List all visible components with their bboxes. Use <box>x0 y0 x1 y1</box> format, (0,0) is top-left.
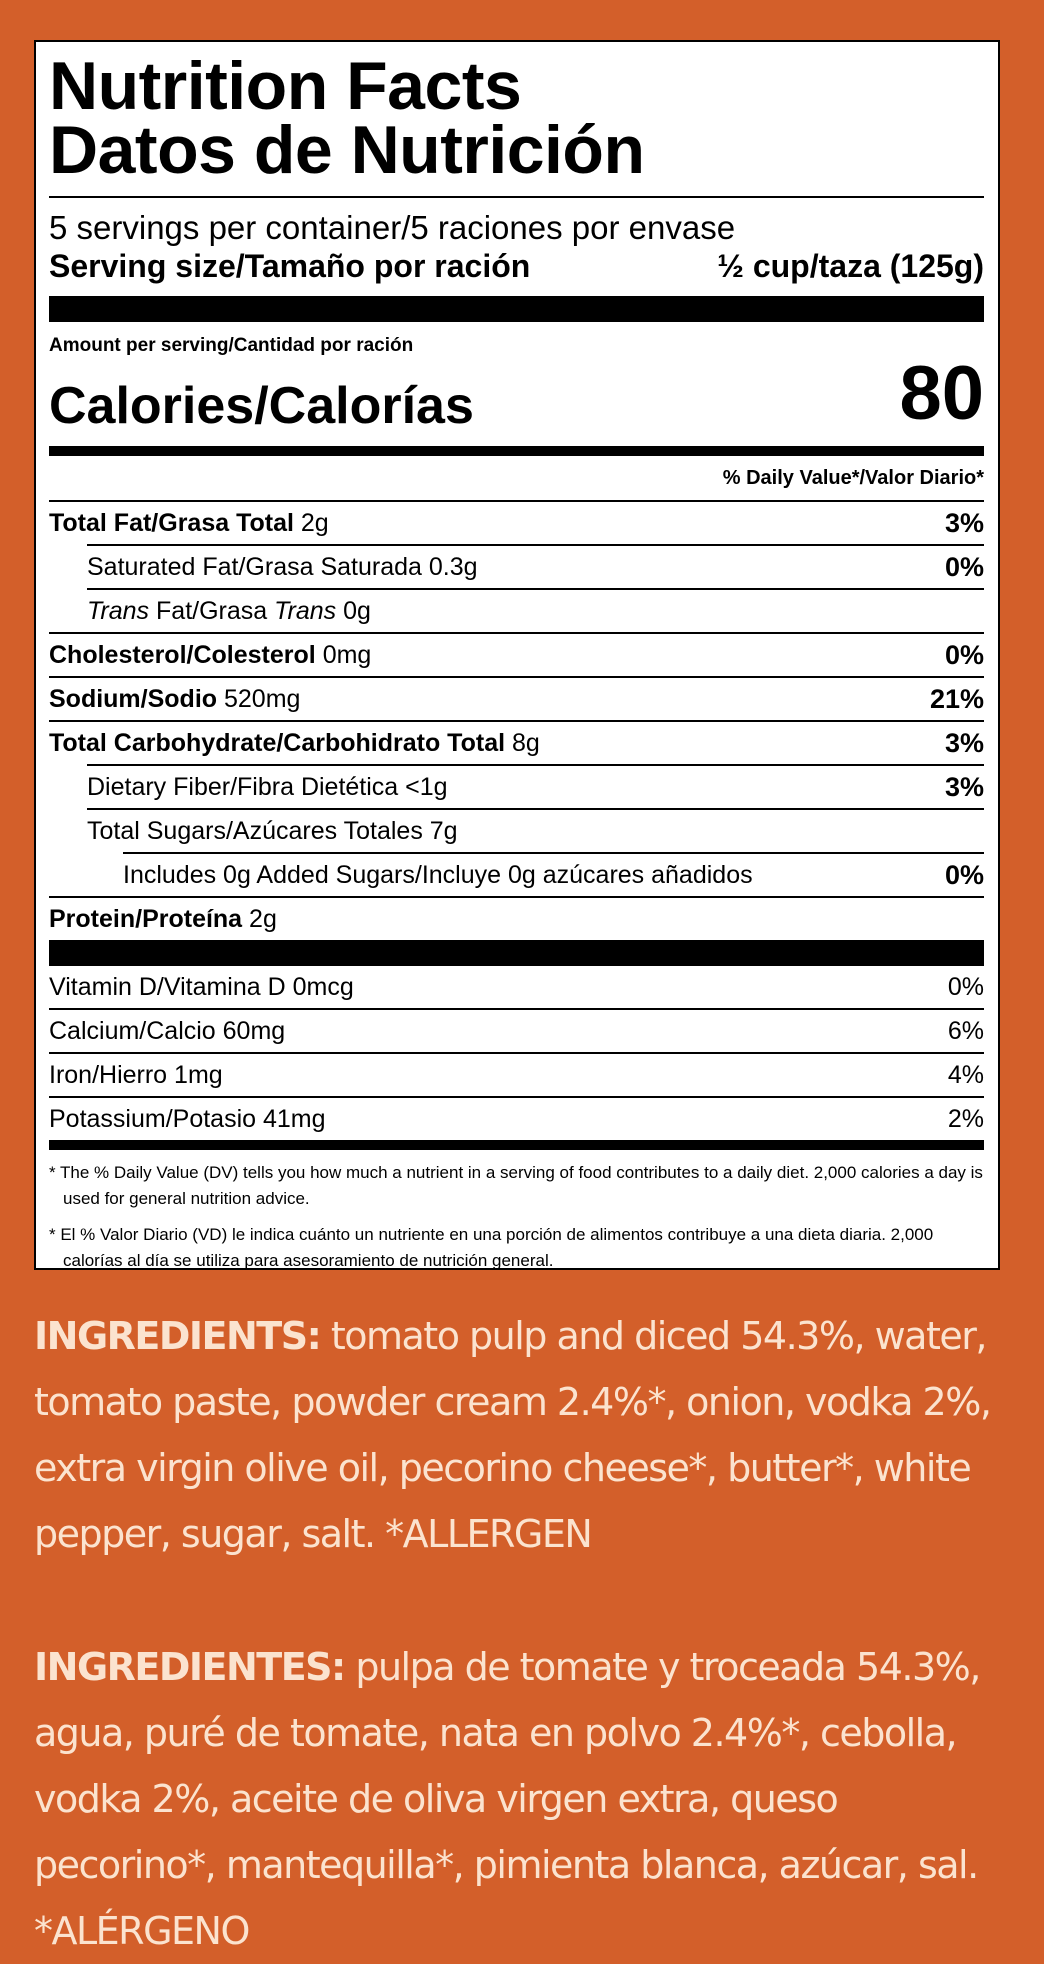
calories-row <box>49 351 984 436</box>
nutrient-dv: 0% <box>944 639 984 670</box>
nutrient-name: Total Sugars/Azúcares Totales <box>87 816 423 845</box>
ingredients-text: tomato pulp and diced 54.3%, water, tomato paste, powder cream 2.4%*, onion, vodka 2%, extra virgin olive oil, pecorino cheese*, butter*, white pepper, sugar, salt. *ALLERGEN <box>34 1314 991 1556</box>
vitamin-dv: 6% <box>947 1016 984 1045</box>
nutrient-dv: 21% <box>929 683 984 714</box>
medium-divider <box>49 1140 984 1150</box>
footnote-spanish: * El % Valor Diario (VD) le indica cuánto un nutriente en una porción de alimentos contribuye a una dieta diaria. 2,000 calorías al día se utiliza para asesoramiento de nutrición general. <box>49 1225 934 1270</box>
nutrient-dv: 0% <box>944 859 984 890</box>
vitamin-name: Calcium/Calcio 60mg <box>49 1016 286 1045</box>
nutrient-amount: 7g <box>429 816 458 845</box>
nutrient-dv: 3% <box>944 507 984 538</box>
nutrient-amount: 520mg <box>224 684 301 713</box>
medium-divider <box>49 446 984 456</box>
nutrient-row-dietary-fiber <box>87 764 984 808</box>
nutrient-amount: <1g <box>405 772 448 801</box>
vitamin-name: Vitamin D/Vitamina D 0mcg <box>49 972 354 1001</box>
ingredients-heading: INGREDIENTS: <box>34 1314 321 1358</box>
nutrient-amount: 0g <box>343 596 371 625</box>
daily-value-header: % Daily Value*/Valor Diario* <box>722 467 984 489</box>
vitamin-row-iron <box>49 1052 984 1096</box>
nutrient-row-total-carbohydrate <box>49 720 984 764</box>
nutrition-facts-panel <box>34 40 1000 1270</box>
nutrient-row-trans-fat <box>87 588 984 632</box>
nutrient-name: Includes 0g Added Sugars/Incluye 0g azúcares añadidos <box>123 860 753 889</box>
nutrient-name: Total Carbohydrate/Carbohidrato Total <box>49 728 506 757</box>
nutrient-name: Fat/Grasa <box>156 596 268 625</box>
nutrient-row-protein <box>49 896 984 940</box>
nutrient-name-italic: Trans <box>274 596 337 625</box>
serving-size-label: Serving size/Tamaño por ración <box>49 248 531 284</box>
ingredients-spanish <box>34 1634 1000 1964</box>
vitamin-row-calcium <box>49 1008 984 1052</box>
footnote-english: * The % Daily Value (DV) tells you how much a nutrient in a serving of food contributes to a daily diet. 2,000 calories a day is used for general nutrition advice. <box>49 1163 983 1208</box>
ingredients-text: pulpa de tomate y troceada 54.3%, agua, puré de tomate, nata en polvo 2.4%*, cebolla, vodka 2%, aceite de oliva virgen extra, queso pecorino*, mantequilla*, pimienta blanca, azúcar, sal. *ALÉRGENO <box>34 1645 980 1953</box>
nutrient-amount: 0.3g <box>428 552 478 581</box>
nutrient-dv: 0% <box>944 551 984 582</box>
vitamin-name: Iron/Hierro 1mg <box>49 1060 223 1089</box>
nutrient-name: Protein/Proteína <box>49 904 243 933</box>
nutrient-name-italic: Trans <box>87 596 150 625</box>
serving-size-value: ½ cup/taza (125g) <box>717 248 984 284</box>
nutrient-amount: 2g <box>249 904 277 933</box>
serving-size-row <box>49 248 984 284</box>
ingredients-english <box>34 1303 1000 1567</box>
vitamin-dv: 4% <box>947 1060 984 1089</box>
vitamin-name: Potassium/Potasio 41mg <box>49 1104 326 1133</box>
nutrient-row-total-fat <box>49 500 984 544</box>
nutrient-row-saturated-fat <box>87 544 984 588</box>
nutrition-title-en: Nutrition Facts <box>49 48 522 124</box>
nutrient-name: Total Fat/Grasa Total <box>49 508 294 537</box>
amount-per-serving: Amount per serving/Cantidad por ración <box>49 335 414 356</box>
vitamin-row-vitamin-d <box>49 966 984 1008</box>
nutrient-name: Cholesterol/Colesterol <box>49 640 316 669</box>
calories-value: 80 <box>899 351 984 436</box>
nutrient-amount: 2g <box>300 508 329 537</box>
nutrient-amount: 8g <box>512 728 540 757</box>
vitamin-dv: 2% <box>947 1104 984 1133</box>
nutrient-dv: 3% <box>944 771 984 802</box>
nutrient-dv: 3% <box>944 727 984 758</box>
servings-per-container: 5 servings per container/5 raciones por envase <box>49 209 736 246</box>
thick-divider <box>49 940 984 966</box>
vitamin-row-potassium <box>49 1096 984 1140</box>
nutrient-name: Dietary Fiber/Fibra Dietética <box>87 772 399 801</box>
nutrient-row-added-sugars <box>123 852 984 896</box>
nutrient-row-sodium <box>49 676 984 720</box>
calories-label: Calories/Calorías <box>49 377 474 435</box>
thick-divider <box>49 296 984 322</box>
nutrient-name: Saturated Fat/Grasa Saturada <box>87 552 422 581</box>
nutrition-title-es: Datos de Nutrición <box>49 112 645 188</box>
nutrient-name: Sodium/Sodio <box>49 684 218 713</box>
divider <box>49 196 984 198</box>
nutrient-row-total-sugars <box>87 808 984 852</box>
nutrient-amount: 0mg <box>322 640 372 669</box>
vitamin-dv: 0% <box>947 972 984 1001</box>
ingredients-heading: INGREDIENTES: <box>34 1645 345 1689</box>
nutrient-row-cholesterol <box>49 632 984 676</box>
